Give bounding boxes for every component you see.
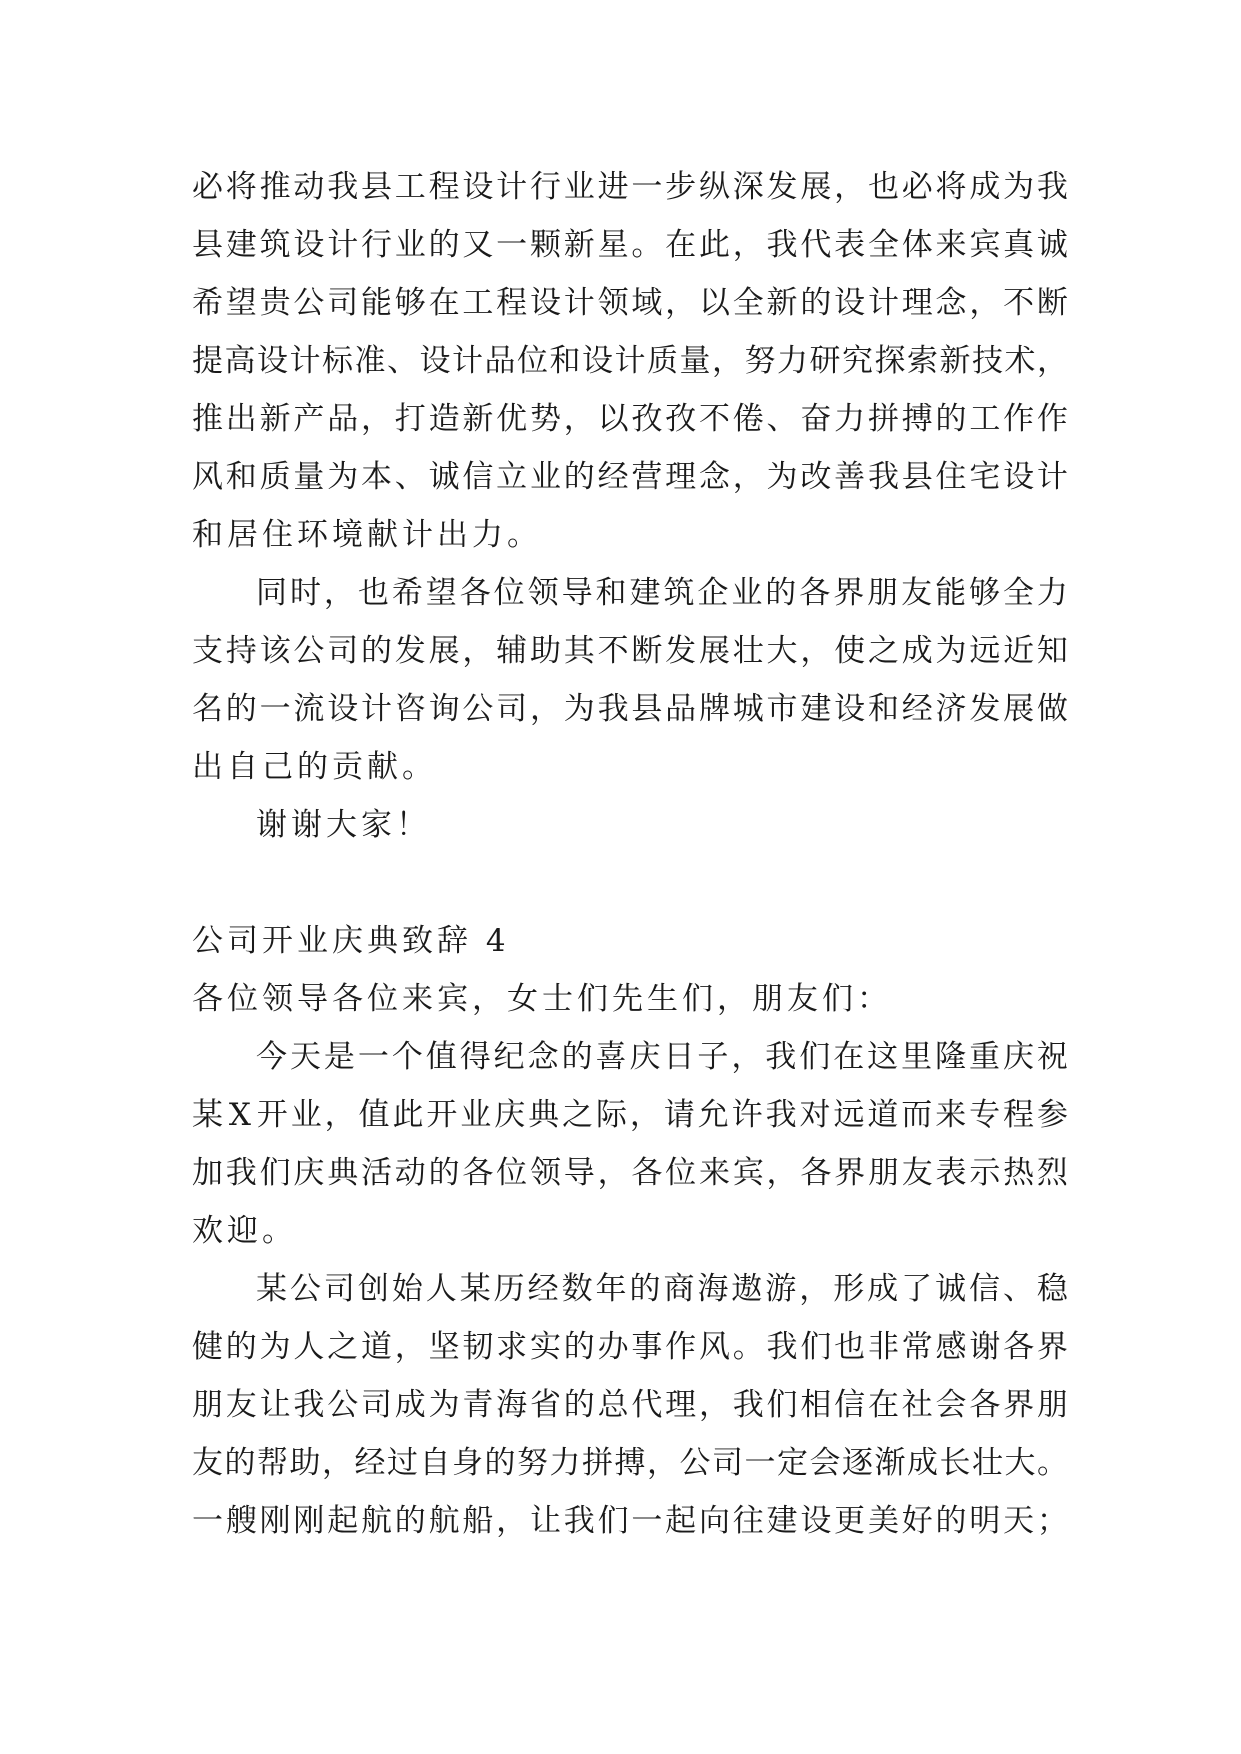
paragraph [192,564,1068,796]
salutation: 各位领导各位来宾，女士们先生们，朋友们： [192,981,892,1017]
text-line: 名 的 一 流 设 计 咨 询 公 司 ， 为 我 县 品 牌 城 市 建 设 和 经 济 发 展 做 [192,691,1068,727]
text-line: 同 时 ， 也 希 望 各 位 领 导 和 建 筑 企 业 的 各 界 朋 友 能 够 全 力 [256,575,1068,611]
text-line: 推 出 新 产 品 ， 打 造 新 优 势 ， 以 孜 孜 不 倦 、 奋 力 拼 搏 的 工 作 作 [192,401,1068,437]
paragraph [192,158,1068,564]
text-line: 希 望 贵 公 司 能 够 在 工 程 设 计 领 域 ， 以 全 新 的 设 计 理 念 ， 不 断 [192,285,1068,321]
text-line: 欢迎。 [192,1213,297,1249]
text-line: 支 持 该 公 司 的 发 展 ， 辅 助 其 不 断 发 展 壮 大 ， 使 之 成 为 远 近 知 [192,633,1068,669]
document-body [192,158,1068,1550]
section-title: 公司开业庆典致辞 4 [192,923,510,959]
paragraph [192,1028,1068,1260]
text-line: 县 建 筑 设 计 行 业 的 又 一 颗 新 星 。 在 此 ， 我 代 表 全 体 来 宾 真 诚 [192,227,1068,263]
text-line: 某 X 开 业 ， 值 此 开 业 庆 典 之 际 ， 请 允 许 我 对 远 道 而 来 专 程 参 [192,1097,1068,1133]
text-line: 风 和 质 量 为 本 、 诚 信 立 业 的 经 营 理 念 ， 为 改 善 我 县 住 宅 设 计 [192,459,1068,495]
text-line: 必 将 推 动 我 县 工 程 设 计 行 业 进 一 步 纵 深 发 展 ， 也 必 将 成 为 我 [192,169,1068,205]
text-line: 今 天 是 一 个 值 得 纪 念 的 喜 庆 日 子 ， 我 们 在 这 里 隆 重 庆 祝 [256,1039,1068,1075]
text-line: 朋 友 让 我 公 司 成 为 青 海 省 的 总 代 理 ， 我 们 相 信 在 社 会 各 界 朋 [192,1387,1068,1423]
text-line: 出自己的贡献。 [192,749,437,785]
paragraph [192,1260,1068,1550]
paragraph-spacer [192,854,1068,912]
text-line: 一 艘 刚 刚 起 航 的 航 船 ， 让 我 们 一 起 向 往 建 设 更 美 好 的 明 天 ； [192,1503,1068,1539]
text-line: 加 我 们 庆 典 活 动 的 各 位 领 导 ， 各 位 来 宾 ， 各 界 朋 友 表 示 热 烈 [192,1155,1068,1191]
text-line: 友 的 帮 助 ， 经 过 自 身 的 努 力 拼 搏 ， 公 司 一 定 会 逐 渐 成 长 壮 大 。 [192,1445,1068,1481]
text-line: 某 公 司 创 始 人 某 历 经 数 年 的 商 海 遨 游 ， 形 成 了 诚 信 、 稳 [256,1271,1068,1307]
text-line: 健 的 为 人 之 道 ， 坚 韧 求 实 的 办 事 作 风 。 我 们 也 非 常 感 谢 各 界 [192,1329,1068,1365]
text-line: 和居住环境献计出力。 [192,517,542,553]
text-line: 提 高 设 计 标 准 、 设 计 品 位 和 设 计 质 量 ， 努 力 研 究 探 索 新 技 术 ， [192,343,1068,379]
thanks-line: 谢谢大家！ [256,807,431,843]
